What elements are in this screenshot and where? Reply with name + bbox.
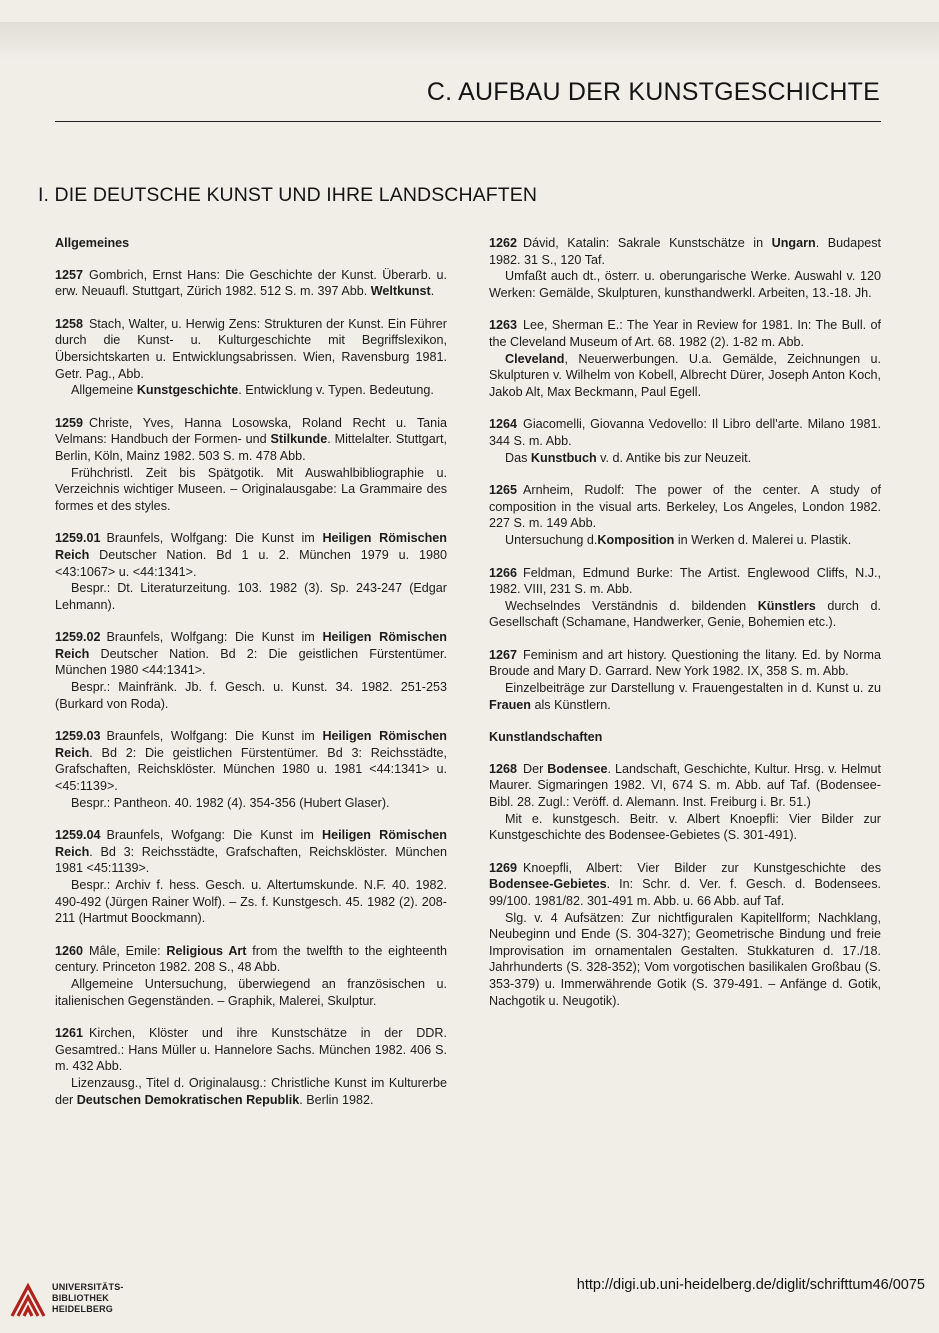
entry-annotation [489,680,881,713]
bibliography-entry [55,943,447,1009]
entry-citation [489,647,881,680]
entry-number: 1259 [55,415,84,430]
keyword: Religious Art [166,943,247,958]
text-run: . [430,284,435,299]
entry-number: 1262 [489,236,518,250]
left-entries [55,267,447,1109]
text-run: from the twelfth to the eighteenth century. Princeton 1982. 208 S., 48 Abb. [55,943,447,975]
text-run: . Bd 2: Die geistlichen Fürstentümer. Bd 3: Reichsstädte, Grafschaften, Reichsklöster. München 1980 u. 1981 <44:1341> u. <45:1139>. [55,745,447,794]
text-run: Christe, Yves, Hanna Losowska, Roland Recht u. Tania Velmans: Handbuch der Formen- und [55,415,447,447]
bibliography-entry [55,629,447,712]
entry-number: 1259.02 [55,630,101,645]
entry-number: 1258 [55,316,84,331]
text-run: . Budapest 1982. 31 S., 120 Taf. [489,236,881,267]
bibliography-entry [489,416,881,466]
entry-number: 1265 [489,483,518,498]
bibliography-entry [489,482,881,548]
text-run: in Werken d. Malerei u. Plastik. [674,532,852,547]
entry-number: 1268 [489,761,518,776]
text-run: als Künstlern. [531,697,611,712]
entry-number: 1263 [489,318,518,333]
logo-line-1: UNIVERSITÄTS- [52,1282,124,1292]
text-run: Kirchen, Klöster und ihre Kunstschätze in der DDR. Gesamtred.: Hans Müller u. Hannelore Sachs. München 1982. 406 S. m. 432 Abb. [55,1026,447,1074]
entry-citation [489,235,881,268]
entry-citation [55,530,447,580]
text-run: Bespr.: Dt. Literaturzeitung. 103. 1982 (3). Sp. 243-247 (Edgar Lehmann). [55,581,447,612]
keyword: Bodensee-Gebietes [489,877,607,892]
text-run: Dávid, Katalin: Sakrale Kunstschätze in [523,236,772,250]
entry-annotation [489,450,881,467]
keyword: Heiligen Römischen Reich [55,729,447,760]
entry-annotation [489,811,881,844]
bibliography-entry [489,647,881,713]
keyword: Frauen [489,697,531,712]
entry-annotation [55,465,447,515]
text-run: Untersuchung d. [505,532,598,547]
entry-citation [489,482,881,532]
right-entries-top [489,235,881,713]
entry-citation [55,827,447,877]
text-run: . Bd 3: Reichsstädte, Grafschaften, Reichsklöster. München 1981 <45:1139>. [55,844,447,876]
text-run: Umfaßt auch dt., österr. u. oberungarische Werke. Auswahl v. 120 Werken: Gemälde, Skulpturen, kunsthandwerkl. Arbeiten, 13.-18. Jh. [489,269,881,300]
text-run: Braunfels, Wofgang: Die Kunst im [106,828,322,843]
keyword: Komposition [597,532,675,547]
entry-number: 1264 [489,417,518,432]
text-run: Feldman, Edmund Burke: The Artist. Englewood Cliffs, N.J., 1982. VIII, 231 S. m. Abb. [489,565,881,597]
library-name [52,1282,124,1315]
header-rule [55,121,881,122]
text-run: . Berlin 1982. [299,1092,374,1107]
text-run: Deutscher Nation. Bd 1 u. 2. München 1979 u. 1980 <43:1067> u. <44:1341>. [55,547,447,579]
text-run: Feminism and art history. Questioning the litany. Ed. by Norma Broude and Mary D. Garrard. New York 1982. IX, 358 S. m. Abb. [489,647,881,679]
entry-annotation [55,580,447,613]
text-run: Arnheim, Rudolf: The power of the center. A study of composition in the visual arts. Berkeley, Los Angeles, London 1982. 227 S. m. 149 Abb. [489,483,881,531]
permalink-url[interactable]: http://digi.ub.uni-heidelberg.de/diglit/schrifttum46/0075 [576,1277,925,1293]
subheading-allgemeines: Allgemeines [55,236,130,250]
entry-citation [489,761,881,811]
library-logo[interactable] [8,1280,148,1320]
text-run: . Entwicklung v. Typen. Bedeutung. [238,383,434,398]
text-run: . In: Schr. d. Ver. f. Gesch. d. Bodensees. 99/100. 1981/82. 301-491 m. Abb. u. 66 Abb. auf Taf. [489,877,881,908]
section-title: I. DIE DEUTSCHE KUNST UND IHRE LANDSCHAFTEN [38,184,538,206]
text-run: Stach, Walter, u. Herwig Zens: Strukturen der Kunst. Ein Führer durch die Kunst- u. Kulturgeschichte mit Begriffslexikon, Übersichtskarten u. Entwicklungsabrissen. Wien, Ravensburg 1981. Getr. Pag., Abb. [55,316,447,381]
entry-annotation [489,351,881,401]
text-run: Braunfels, Wolfgang: Die Kunst im [106,630,323,645]
bibliography-entry [55,316,447,399]
bibliography-entry [55,530,447,613]
text-run: Der [523,761,548,776]
keyword: Stilkunde [270,432,328,447]
entry-annotation [55,1075,447,1108]
entry-citation [55,415,447,465]
keyword: Bodensee [547,761,608,776]
bibliography-entry [489,565,881,631]
subheading-kunstlandschaften: Kunstlandschaften [489,730,603,745]
entry-citation [55,316,447,382]
text-run: Braunfels, Wolfgang: Die Kunst im [106,531,323,546]
entry-annotation [55,976,447,1009]
bibliography-entry [489,761,881,844]
entry-annotation [489,598,881,631]
entry-number: 1259.04 [55,828,101,843]
text-run: Allgemeine Untersuchung, überwiegend an französischen u. italienischen Gegenständen. – Graphik, Malerei, Skulptur. [55,976,447,1008]
text-run: Das [505,450,531,465]
entry-number: 1260 [55,943,84,958]
entry-citation [55,1025,447,1075]
entry-number: 1266 [489,565,518,580]
keyword: Heiligen Römischen Reich [55,630,447,661]
text-run: Mâle, Emile: [89,943,167,958]
text-run: Einzelbeiträge zur Darstellung v. Frauengestalten in d. Kunst u. zu [505,681,881,696]
keyword: Künstlers [757,598,816,613]
entry-citation [55,267,447,300]
text-run: . Mittelalter. Stuttgart, Berlin, Köln, Mainz 1982. 503 S. m. 478 Abb. [55,432,447,463]
entry-annotation [489,910,881,1010]
entry-number: 1259.01 [55,531,101,546]
bibliography-entry [55,1025,447,1108]
entry-number: 1269 [489,860,518,875]
left-column [55,235,447,1124]
entry-citation [489,860,881,910]
text-run: Deutscher Nation. Bd 2: Die geistlichen Fürstentümer. München 1980 <44:1341>. [55,646,447,678]
library-emblem-icon [8,1280,48,1320]
bibliography-entry [55,827,447,927]
logo-line-3: HEIDELBERG [52,1304,114,1314]
bibliography-entry [55,267,447,300]
text-run: Slg. v. 4 Aufsätzen: Zur nichtfiguralen Kapitellform; Nachklang, Neubeginn und Ende (S. 304-327); Geometrische Bindung und freie Improvisation im ornamentalen Gestalten. Stukkaturen d. 17./18. Jahrhunderts (S. 328-352); Vom vorgotischen basilikalen Großbau (S. 353-379) u. Immerwährende Gotik (S. 379-491. – Anfänge d. Gotik, Nachgotik u. Neugotik). [489,910,881,1008]
entry-annotation [55,382,447,399]
text-run: Lizenzausg., Titel d. Originalausg.: Christliche Kunst im Kulturerbe der [55,1075,447,1107]
right-entries-bottom [489,761,881,1009]
entry-citation [55,629,447,679]
text-run: Bespr.: Mainfränk. Jb. f. Gesch. u. Kunst. 34. 1982. 251-253 (Burkard von Roda). [55,680,447,711]
entry-number: 1267 [489,647,518,662]
text-run: Bespr.: Archiv f. hess. Gesch. u. Altertumskunde. N.F. 40. 1982. 490-492 (Jürgen Rainer Wolf). – Zs. f. Kunstgesch. 45. 1982 (2). 208-211 (Hartmut Boockmann). [55,878,447,926]
text-run: , Neuerwerbungen. U.a. Gemälde, Zeichnungen u. Skulpturen v. Wilhelm von Kobell, Albrecht Dürer, Joseph Anton Koch, Jakob Alt, Max Beckmann, Paul Egell. [489,351,881,399]
entry-citation [489,565,881,598]
entry-annotation [489,268,881,301]
text-run: Wechselndes Verständnis d. bildenden [505,598,758,613]
text-run: Frühchristl. Zeit bis Spätgotik. Mit Auswahlbibliographie u. Verzeichnis wichtiger Museen. – Originalausgabe: La Grammaire des formes et des styles. [55,465,447,513]
bibliography-entry [489,860,881,1009]
text-run: . Landschaft, Geschichte, Kultur. Hrsg. v. Helmut Maurer. Sigmaringen 1982. VI, 674 S. m. Abb. auf Taf. (Bodensee-Bibl. 28. Zugl.: Veröff. d. Alemann. Inst. Freiburg i. Br. 51.) [489,761,881,810]
keyword: Weltkunst [370,284,431,299]
text-run: Lee, Sherman E.: The Year in Review for 1981. In: The Bull. of the Cleveland Museum of Art. 68. 1982 (2). 1-82 m. Abb. [489,318,881,349]
bleed-through-band [0,22,939,62]
entry-annotation [55,679,447,712]
entry-number: 1259.03 [55,729,101,744]
keyword: Heiligen Römischen Reich [55,828,448,859]
text-run: Gombrich, Ernst Hans: Die Geschichte der Kunst. Überarb. u. erw. Neuaufl. Stuttgart, Zürich 1982. 512 S. m. 397 Abb. [55,267,447,299]
entry-citation [489,317,881,350]
text-run: Bespr.: Pantheon. 40. 1982 (4). 354-356 (Hubert Glaser). [71,795,390,810]
text-run: Mit e. kunstgesch. Beitr. v. Albert Knoepfli: Vier Bilder zur Kunstgeschichte des Bodensee-Gebietes (S. 301-491). [489,811,881,843]
text-run: Giacomelli, Giovanna Vedovello: Il Libro dell'arte. Milano 1981. 344 S. m. Abb. [489,417,881,448]
keyword: Kunstgeschichte [136,383,239,398]
entry-annotation [55,795,447,812]
keyword: Kunstbuch [530,450,597,465]
entry-annotation [55,877,447,927]
chapter-title: C. AUFBAU DER KUNSTGESCHICHTE [426,78,880,106]
right-column [489,235,881,1025]
entry-citation [489,416,881,449]
logo-line-2: BIBLIOTHEK [52,1293,109,1303]
entry-citation [55,943,447,976]
text-run: Allgemeine [71,383,137,398]
bibliography-entry [55,415,447,515]
entry-annotation [489,532,881,549]
text-run: v. d. Antike bis zur Neuzeit. [596,450,752,465]
keyword: Heiligen Römischen Reich [55,531,447,562]
text-run: Braunfels, Wolfgang: Die Kunst im [106,729,323,744]
bibliography-entry [489,235,881,301]
entry-number: 1257 [55,267,84,282]
keyword: Cleveland [505,351,565,366]
entry-number: 1261 [55,1026,84,1041]
keyword: Deutschen Demokratischen Republik [76,1092,300,1107]
text-run: durch d. Gesellschaft (Schamane, Handwerker, Genie, Bohemien etc.). [489,598,881,630]
keyword: Ungarn [771,236,816,250]
entry-citation [55,728,447,794]
text-run: Knoepfli, Albert: Vier Bilder zur Kunstgeschichte des [523,860,881,875]
bibliography-entry [489,317,881,400]
bibliography-entry [55,728,447,811]
